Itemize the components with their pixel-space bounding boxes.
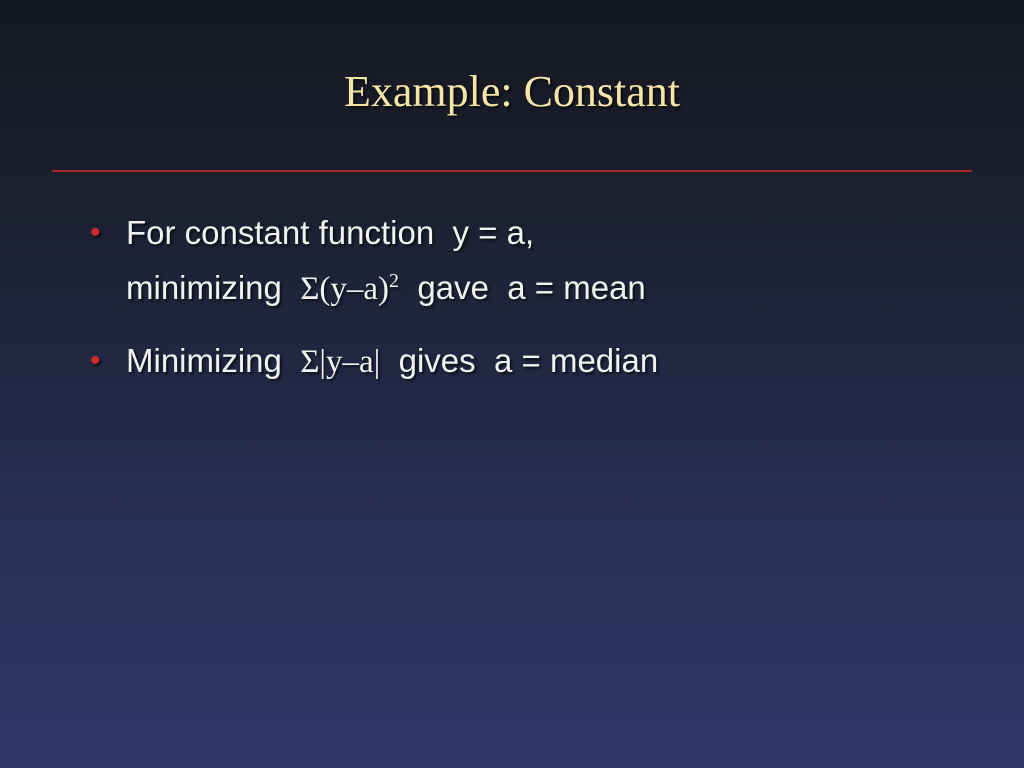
exponent: 2: [389, 270, 400, 292]
bullet-text-prefix: minimizing: [126, 269, 301, 306]
bullet-marker: •: [90, 344, 101, 377]
slide-title: Example: Constant: [343, 67, 681, 116]
bullet-text-suffix: gave a = mean: [399, 269, 646, 306]
bullet-text-line-1: For constant function y = a,: [126, 214, 535, 251]
bullet-item-median: [90, 333, 970, 390]
bullet-text-prefix: Minimizing: [126, 342, 301, 379]
bullet-list: [90, 205, 970, 406]
sum-absolute-expression: Σ|y–a|: [300, 344, 381, 380]
bullet-text-line-1: [126, 333, 970, 390]
bullet-text-line-2: [126, 260, 970, 317]
bullet-text-suffix: gives a = median: [380, 342, 659, 379]
sum-squared-expression: Σ(y–a): [300, 271, 390, 307]
title-divider: [52, 170, 972, 172]
bullet-marker: •: [90, 216, 101, 249]
bullet-item-constant-function: [90, 205, 970, 317]
